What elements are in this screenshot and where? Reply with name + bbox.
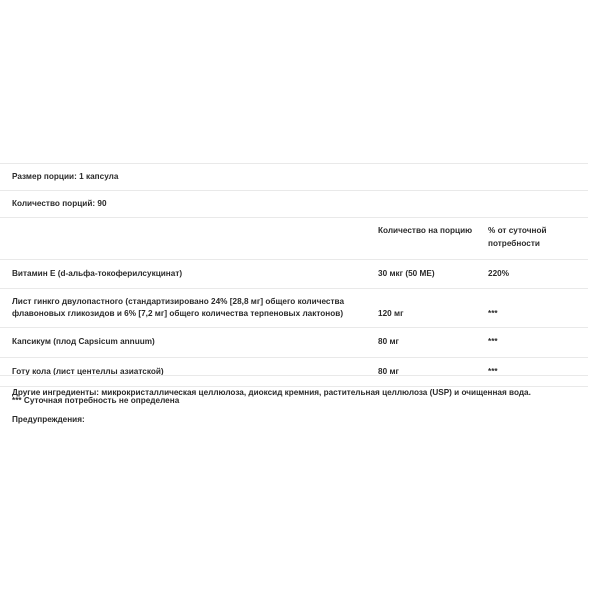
serving-size-row <box>0 164 588 191</box>
ingredient-name: Капсикум (плод Capsicum annuum) <box>12 337 155 347</box>
ingredient-name: Витамин E (d-альфа-токоферилсукцинат) <box>12 268 183 278</box>
column-header-name <box>0 218 378 259</box>
table-row <box>0 289 588 328</box>
warnings-label: Предупреждения: <box>12 414 85 424</box>
column-header-amount-per-serving: Количество на порцию <box>378 226 473 236</box>
ingredient-daily-value: *** <box>488 366 498 376</box>
table-row <box>0 259 588 288</box>
additional-info-block <box>0 375 588 426</box>
ingredient-amount: 120 мг <box>378 309 404 319</box>
ingredient-amount: 80 мг <box>378 366 399 376</box>
ingredient-daily-value: *** <box>488 337 498 347</box>
ingredient-daily-value: *** <box>488 309 498 319</box>
ingredient-name: Готу кола (лист центеллы азиатской) <box>12 366 164 376</box>
ingredient-amount: 80 мг <box>378 337 399 347</box>
column-header-daily-value: % от суточной потребности <box>488 226 547 248</box>
ingredient-daily-value: 220% <box>488 268 510 278</box>
serving-size-text: Размер порции: 1 капсула <box>12 172 119 181</box>
table-header-row <box>0 218 588 259</box>
ingredient-amount: 30 мкг (50 МЕ) <box>378 268 435 278</box>
other-ingredients-text: Другие ингредиенты: микрокристаллическая целлюлоза, диоксид кремния, растительная целлюлоза (USP) и очищенная вода. <box>12 388 531 397</box>
daily-value-footnote: *** Суточная потребность не определена <box>12 395 180 405</box>
servings-per-container-row <box>0 191 588 218</box>
ingredient-name: Лист гинкго двулопастного (стандартизировано 24% [28,8 мг] общего количества флавоновых гликозидов и 6% [7,2 мг] общего количества терпеновых лактонов) <box>12 297 345 319</box>
table-row <box>0 328 588 357</box>
servings-per-container-text: Количество порций: 90 <box>12 199 107 209</box>
